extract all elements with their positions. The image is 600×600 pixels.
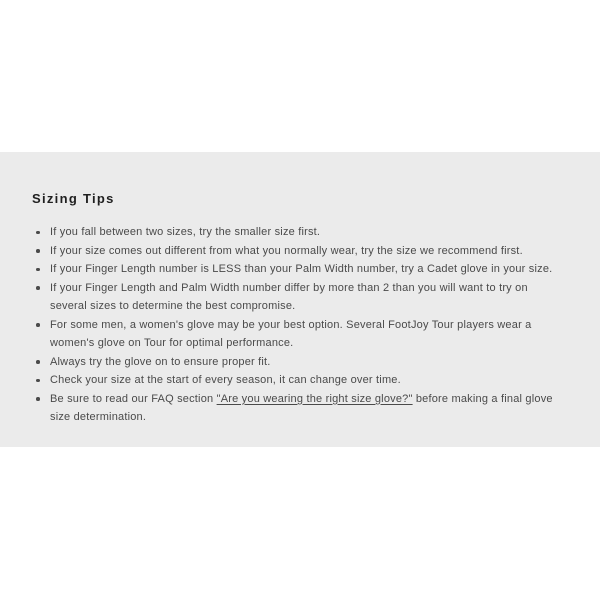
tip-item [36, 279, 564, 316]
tip-text: If your Finger Length number is LESS than your Palm Width number, try a Cadet glove in your size. [50, 263, 553, 275]
tip-text: For some men, a women's glove may be your best option. Several FootJoy Tour players wear a women's glove on Tour for optimal performance. [50, 318, 532, 349]
bullet-dot-icon [36, 249, 40, 253]
tip-text: before making a final glove size determination. [50, 392, 553, 423]
tip-item [36, 223, 564, 242]
bullet-dot-icon [36, 360, 40, 364]
tip-text: If your Finger Length and Palm Width number differ by more than 2 than you will want to try on several sizes to determine the best compromise. [50, 281, 528, 312]
tip-text: Check your size at the start of every season, it can change over time. [50, 374, 401, 386]
bullet-dot-icon [36, 268, 40, 272]
tips-list [36, 223, 564, 427]
tip-text: If your size comes out different from what you normally wear, try the size we recommend first. [50, 244, 523, 257]
tip-item [36, 353, 564, 372]
bullet-dot-icon [36, 397, 40, 401]
tip-text: Be sure to read our FAQ section [50, 392, 217, 405]
tip-item [36, 316, 564, 353]
bullet-dot-icon [36, 323, 40, 327]
tip-item [36, 260, 564, 279]
tip-text: Always try the glove on to ensure proper fit. [50, 355, 271, 368]
faq-sizing-link[interactable]: "Are you wearing the right size glove?" [216, 392, 413, 405]
tip-item [36, 390, 564, 427]
bullet-dot-icon [36, 286, 40, 290]
sizing-tips-content [0, 152, 600, 427]
page-title: Sizing Tips [32, 191, 115, 206]
tip-item [36, 242, 564, 261]
bullet-dot-icon [36, 231, 40, 235]
bullet-dot-icon [36, 379, 40, 383]
tip-text: If you fall between two sizes, try the smaller size first. [50, 226, 321, 238]
sizing-tips-panel [0, 152, 600, 447]
tip-item [36, 371, 564, 390]
